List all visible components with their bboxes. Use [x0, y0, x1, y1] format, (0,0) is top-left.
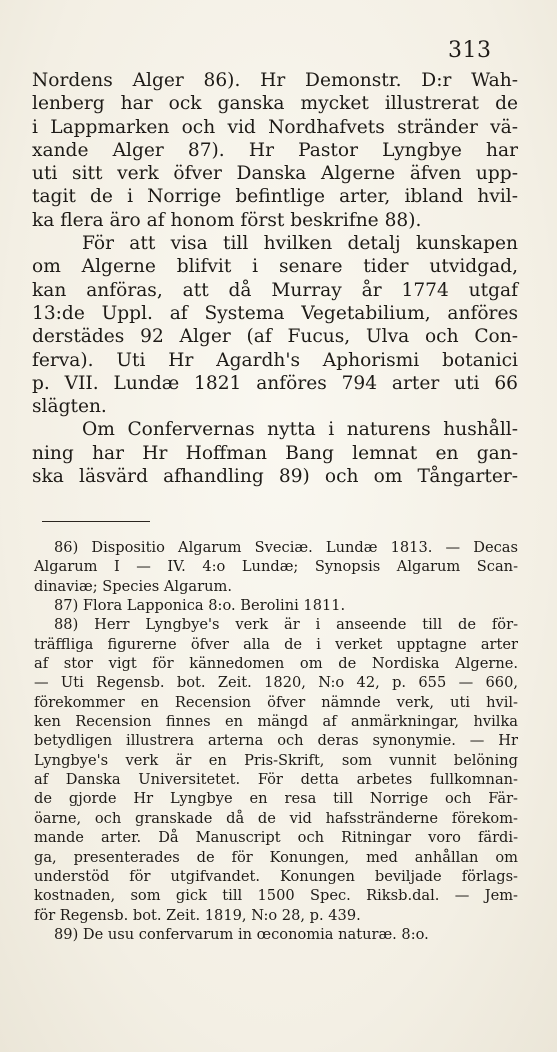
footnote-line: af stor vigt för kännedomen om de Nordiska Algerne. — [34, 655, 518, 673]
text-line: slägten. — [32, 396, 107, 418]
main-text — [32, 69, 518, 488]
text-line: lenberg har ock ganska mycket illustrerat de — [32, 93, 518, 115]
footnote-line: Algarum I — IV. 4:o Lundæ; Synopsis Algarum Scan- — [34, 558, 518, 576]
footnote-divider — [42, 521, 150, 522]
footnote-line: ken Recension finnes en mängd af anmärkningar, hvilka — [34, 713, 518, 731]
footnote-line: träffliga figurerne öfver alla de i verket upptagne arter — [34, 635, 518, 653]
text-line: 13:de Uppl. af Systema Vegetabilium, anföres — [32, 302, 518, 324]
footnote-line: förekommer en Recension öfver nämnde verk, uti hvil- — [34, 693, 518, 711]
text-line: Nordens Alger 86). Hr Demonstr. D:r Wah- — [32, 70, 518, 91]
footnote-line: 86) Dispositio Algarum Sveciæ. Lundæ 1813. — Decas — [54, 539, 518, 556]
text-line: tagit de i Norrige befintlige arter, ibland hvil- — [32, 186, 518, 208]
footnotes — [34, 538, 518, 944]
text-line: om Algerne blifvit i senare tider utvidgad, — [32, 256, 518, 278]
text-line: ska läsvärd afhandling 89) och om Tångarter- — [32, 466, 518, 488]
text-line: kan anföras, att då Murray år 1774 utgaf — [32, 279, 518, 301]
footnote-line: af Danska Universitetet. För detta arbetes fullkomnan- — [34, 771, 518, 789]
footnote-line: ga, presenterades de för Konungen, med anhållan om — [34, 848, 518, 866]
footnote-line: Lyngbye's verk är en Pris-Skrift, som vunnit belöning — [34, 751, 518, 769]
footnote-line: 88) Herr Lyngbye's verk är i anseende till de för- — [54, 616, 518, 634]
footnote-line: 89) De usu confervarum in œconomia naturæ. 8:o. — [54, 925, 429, 943]
text-line: Om Confervernas nytta i naturens hushåll- — [82, 419, 518, 441]
footnote-line: betydligen illustrera arterna och deras synonymie. — Hr — [34, 732, 518, 750]
text-line: i Lappmarken och vid Nordhafvets stränder vä- — [32, 116, 518, 138]
footnote-line: för Regensb. bot. Zeit. 1819, N:o 28, p. 439. — [34, 906, 361, 924]
text-line: uti sitt verk öfver Danska Algerne äfven upp- — [32, 163, 518, 185]
text-line: För att visa till hvilken detalj kunskapen — [82, 233, 518, 255]
text-line: xande Alger 87). Hr Pastor Lyngbye har — [32, 139, 518, 161]
footnote-line: de gjorde Hr Lyngbye en resa till Norrige och Fär- — [34, 790, 518, 808]
text-line: derstädes 92 Alger (af Fucus, Ulva och Con- — [32, 326, 518, 348]
text-line: p. VII. Lundæ 1821 anföres 794 arter uti 66 — [32, 372, 518, 394]
footnote-line: 87) Flora Lapponica 8:o. Berolini 1811. — [54, 597, 346, 615]
footnote-line: mande arter. Då Manuscript och Ritningar voro färdi- — [34, 829, 518, 847]
text-line: ning har Hr Hoffman Bang lemnat en gan- — [32, 442, 518, 464]
footnote-line: dinaviæ; Species Algarum. — [34, 577, 232, 595]
footnote-line: öarne, och granskade då de vid hafsstränderne förekom- — [34, 809, 518, 827]
footnote-line: kostnaden, som gick till 1500 Spec. Riksb.dal. — Jem- — [34, 887, 518, 905]
text-line: ka flera äro af honom först beskrifne 88). — [32, 209, 422, 231]
footnote-line: understöd för utgifvandet. Konungen beviljade förlags- — [34, 867, 518, 885]
footnote-line: — Uti Regensb. bot. Zeit. 1820, N:o 42, p. 655 — 660, — [34, 674, 518, 692]
text-line: ferva). Uti Hr Agardh's Aphorismi botanici — [32, 349, 518, 371]
page-number: 313 — [448, 38, 492, 63]
